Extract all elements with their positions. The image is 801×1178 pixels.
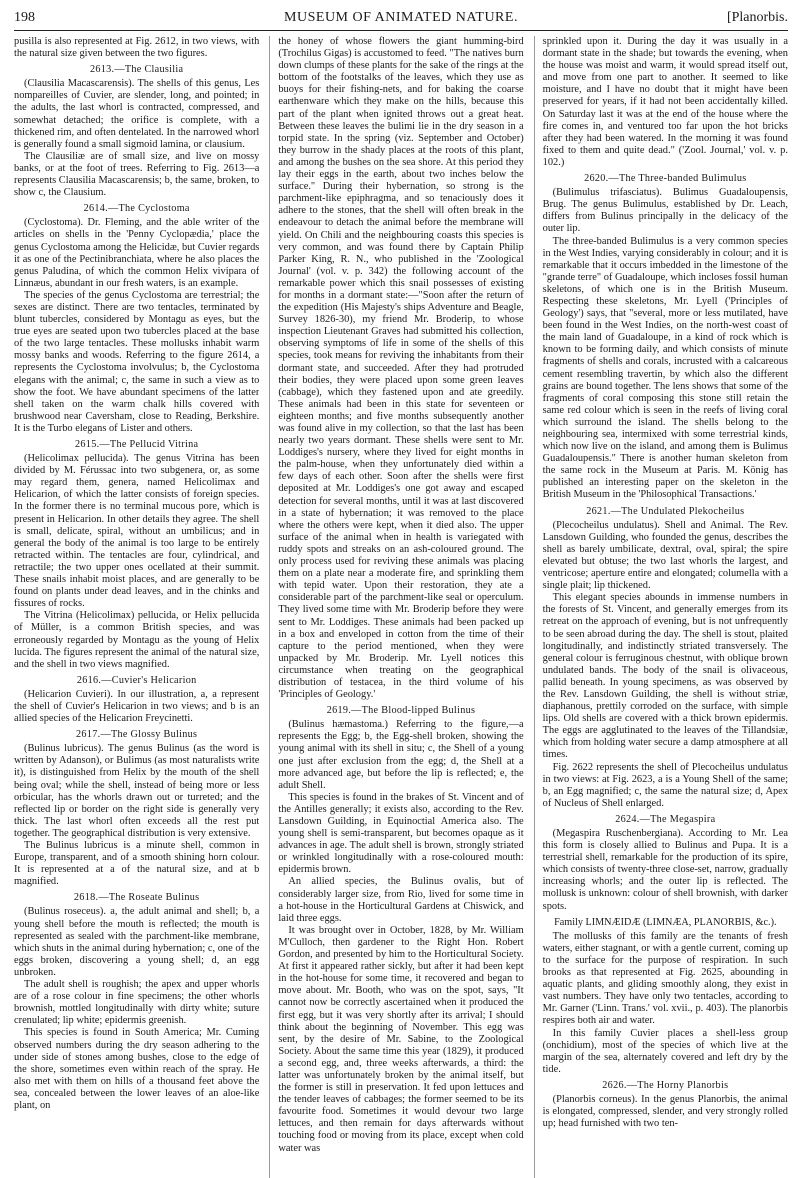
text-columns xyxy=(14,36,788,1178)
section-heading: 2624.—The Megaspira xyxy=(615,813,716,825)
paragraph: (Plecocheilus undulatus). Shell and Animal. The Rev. Lansdown Guilding, who founded the genus, describes the shell as barely umbilicate, dextral, oval, spiral; the spire elevated but obtuse; the two last whorls the largest, and ventricose; aperture entire and elongated; columella with a single plait; lip thickened. xyxy=(542,519,788,592)
paragraph: (Bulimulus trifasciatus). Bulimus Guadaloupensis, Brug. The genus Bulimulus, established by Dr. Leach, differs from Bulinus principally in the delicacy of the outer lip. xyxy=(542,187,788,235)
paragraph: The adult shell is roughish; the apex and upper whorls are of a rose colour in fine specimens; the other whorls brownish, mottled longitudinally with dirty white; suture crenulated; lip white; epidermis greenish. xyxy=(14,979,260,1027)
paragraph: (Cyclostoma). Dr. Fleming, and the able writer of the articles on shells in the 'Penny Cyclopædia,' place the genus Cyclostoma among the Helicidæ, but Cuvier regards it as one of the Pectinibranchiata, where he also places the genus Paludina, of which the common Helix vivipara of Linnæus, abundant in our fresh waters, is an example. xyxy=(14,217,260,289)
paragraph: The three-banded Bulimulus is a very common species in the West Indies, varying considerably in colour; and it is remarkable that it occurs imbedded in the limestone of the "grande terre" of Guadaloupe, which incloses fossil human skeletons, of which one is in the British Museum. Respecting these skeletons, Mr. Lyell ('Principles of Geology') says, that "several, more or less mutilated, have been found in the West Indies, on the north-west coast of the main land of Guadaloupe, in a kind of rock which is known to be forming daily, and which consists of minute fragments of shells and corals, incrusted with a calcareous cement resembling travertin, by which also the different grains are bound together. The lens shows that some of the fragments of coral composing this stone still retain the same red colour which is seen in the reefs of living coral which surround the island. The shells belong to the neighbouring sea, intermixed with some terrestrial kinds, which now live on the island, and among them is Bulimus Guadaloupensis." There is another human skeleton from the same rock in the Museum at Paris. M. König has published an interesting paper on the skeleton in the British Museum in the 'Philosophical Transactions.' xyxy=(542,235,788,501)
paragraph: (Helicolimax pellucida). The genus Vitrina has been divided by M. Férussac into two subgenera, or, as some may regard them, genera, named Helicolimax and Helicarion, of which the latter consists of foreign species. In the former there is no terminal mucous pore, which is present in Helicarion. In other details they agree. The shell is small, delicate, spiral, without an umbilicus; and in general the body of the animal is too large to be entirely retracted within. The tentacles are four, cylindrical, and retractile; the two upper ones ocellated at their summit. These snails inhabit moist places, and are generally to be found on plants under dead leaves, and in the chinks and fissures of rocks. xyxy=(14,453,260,610)
paragraph: The Vitrina (Helicolimax) pellucida, or Helix pellucida of Müller, is a common British species, and was erroneously regarded by Montagu as the young of Helix lucida. The figures represent the animal of the natural size, and the shell in two views magnified. xyxy=(14,610,260,670)
section-heading: 2613.—The Clausilia xyxy=(89,64,184,76)
paragraph: (Clausilia Macascarensis). The shells of this genus, Les nompareilles of Cuvier, are slender, long, and pointed; in the adults, the last whorl is contracted, compressed, and somewhat detached; the orifice is complete, with a thickened rim, and often dentelated. In the narrowed whorl is generally found a small sigmoid lamina, or clausium. xyxy=(14,78,260,150)
section-heading: 2614.—The Cyclostoma xyxy=(83,203,190,215)
paragraph: pusilla is also represented at Fig. 2612, in two views, with the natural size given between the two figures. xyxy=(14,36,260,60)
section-heading: 2618.—The Roseate Bulinus xyxy=(73,892,200,904)
paragraph: (Bulinus hæmastoma.) Referring to the figure,—a represents the Egg; b, the Egg-shell broken, showing the young animal with its shell in situ; c, the Shell of a young one just after exclusion from the egg; d, the Shell at a more advanced age, but before the lip is reflected; e, the adult Shell. xyxy=(278,719,524,791)
paragraph: (Bulinus lubricus). The genus Bulinus (as the word is written by Adanson), or Bulimus (as most naturalists write it), is distinguished from Helix by the mouth of the shell being oval; while the shell, instead of being more or less orbicular, has the whorls drawn out or turreted; and the reflected lip or border on the right side is generally very thick. The last whorl often exceeds all the rest put together. The geographical distribution is very extensive. xyxy=(14,743,260,839)
column-2 xyxy=(269,36,523,1178)
section-heading: 2615.—The Pellucid Vitrina xyxy=(75,439,199,450)
section-heading: 2619.—The Blood-lipped Bulinus xyxy=(326,705,476,717)
paragraph: sprinkled upon it. During the day it was usually in a dormant state in the shade; but towards the evening, when the house was moist and warm, it would spread itself out, and move from one part to another. It seemed to like moisture, and I have no doubt that it might have been preserved for years, if it had not been accidentally killed. On Saturday last it was at the end of the house where the fire comes in, and ventured too far upon the hot bricks after they had been watered. In the morning it was found fixed to them and quite dead." ('Zool. Journal,' vol. v. p. 102.) xyxy=(542,36,788,168)
family-heading: Family LIMNÆIDÆ (LIMNÆA, PLANORBIS, &c.). xyxy=(554,916,777,928)
section-heading: 2620.—The Three-banded Bulimulus xyxy=(584,173,747,185)
paragraph: The Bulinus lubricus is a minute shell, common in Europe, transparent, and of a smooth shining horn colour. It is represented at a of the natural size, and at b magnified. xyxy=(14,840,260,888)
paragraph: (Planorbis corneus). In the genus Planorbis, the animal is elongated, compressed, slender, and very strongly rolled up; head furnished with two ten- xyxy=(542,1093,788,1130)
column-1 xyxy=(14,36,259,1178)
section-label: [Planorbis. xyxy=(726,10,788,25)
paragraph: This elegant species abounds in immense numbers in the forests of St. Vincent, and generally emerges from its retreat on the approach of evening, but is not unfrequently to be seen abroad during the day. The shell is stout, plaited longitudinally, and indistinctly striated transversely. The general colour is ferruginous chestnut, with oblique brown undulated bands. The body of the snail is olivaceous, pallid beneath. In young specimens, as was observed by the Rev. Lansdown Guilding, the shell is without striæ, diaphanous, prettily corroded on the surface, with simple lips. Old shells are covered with a thick brown epidermis. The eggs are agglutinated to the leaves of the Tillandsiæ, which from holding water secure a damp atmosphere at all times. xyxy=(542,592,788,761)
paragraph: The Clausiliæ are of small size, and live on mossy banks, or at the foot of trees. Referring to Fig. 2613—a represents Clausilia Macascarensis; b, the same, broken, to show c, the Clausium. xyxy=(14,150,260,199)
paragraph: (Bulinus roseceus). a, the adult animal and shell; b, a young shell before the mouth is reflected; the mouth is represented as sealed with the parchment-like membrane, which shuts in the animal during hybernation; c, one of the eggs broken, discovering a young shell; d, an egg unbroken. xyxy=(14,906,260,978)
paragraph: An allied species, the Bulinus ovalis, but of considerably larger size, from Rio, lived for some time in a hot-house in the Horticultural Gardens at Chiswick, and laid three eggs. xyxy=(278,876,524,924)
paragraph: The species of the genus Cyclostoma are terrestrial; the sexes are distinct. There are two tentacles, terminated by blunt tubercles, considered by Montagu as eyes, but the true eyes are seated upon two tubercles placed at the base of the two large tentacles. These mollusks inhabit warm mossy banks and woods. Referring to the figure 2614, a represents the Cyclostoma involvulus; b, the Cyclostoma elegans with the animal; c, the same in such a view as to show the foot. We have abundant specimens of the latter shell taken on the warm chalk hills covered with brushwood near Caversham, close to Reading, Berkshire. It is the Turbo elegans of Lister and others. xyxy=(14,289,260,434)
section-heading: 2616.—Cuvier's Helicarion xyxy=(76,674,197,686)
column-3 xyxy=(534,36,788,1178)
section-heading: 2621.—The Undulated Plekocheilus xyxy=(586,505,745,517)
book-page xyxy=(14,0,788,1178)
paragraph: Fig. 2622 represents the shell of Plecocheilus undulatus in two views: at Fig. 2623, a is a Young Shell of the same; b, an Egg magnified; c, the same the natural size; d, Apex of Nucleus of Shell enlarged. xyxy=(542,761,788,809)
page-number: 198 xyxy=(14,10,35,25)
paragraph: the honey of whose flowers the giant humming-bird (Trochilus Gigas) is accustomed to feed. "The natives burn down clumps of these plants for the sake of the rings at the bottom of the footstalks of the leaves, which they use as buoys for their fishing-nets, and for baking the coarse earthenware which they make on the hills, because this part of the plant when ignited throws out a great heat. Between these leaves the bulimi lie in the dry season in a torpid state. In the spring (viz. September and October) they burrow in the shady places at the roots of this plant, and among the bushes on the sea shore. At this period they lay their eggs in the earth, about two inches below the surface." During their hybernation, so strong is the parchment-like epiphragma, and so tenaciously does it adhere to the stones, that the shell will often break in the endeavour to detach the animal before the membrane will yield. On Chili and the neighbouring coasts this species is very common, and was found there by Captain Philip Parker King, R. N., who published in the 'Zoological Journal' (vol. v. p. 342) the following account of the remarkable power which this snail possesses of existing for months in a dormant state:—"Soon after the return of the expedition (His Majesty's ships Adventure and Beagle, Survey 1826-30), my friend Mr. Broderip, to whose inspection Lieutenant Graves had submitted his collection, observing symptoms of life in some of the shells of this species, took means for reviving the inhabitants from their dormant state, and succeeded. After they had protruded their bodies, they were placed upon some green leaves (cabbage), which they fastened upon and ate greedily. These animals had been in this state for seventeen or eighteen months; and five months subsequently another was found alive in my collection, so that the last has been nearly two years dormant. These shells were sent to Mr. Loddiges's nursery, where they lived for eight months in the palm-house, when they unfortunately died within a few days of each other. Soon after the shells were first deposited at Mr. Loddiges's one got away and escaped detection for several months, until it was at last discovered in a state of hybernation; it was removed to the place where the others were kept, when it died also. The upper surface of the animal when in health is variegated with ruddy spots and streaks on an ash-coloured ground. The only process used for reviving these animals was placing them on a plate near a moderate fire, and sprinkling them with tepid water. Upon their restoration, they ate a considerable part of the parchment-like seal or operculum. They lived some time with Mr. Broderip before they were sent to Mr. Loddiges. These animals had been packed up in a box and enveloped in cotton from the time of their capture to the period mentioned, when they were unpacked by Mr. Broderip. Mr. Lyell notices this circumstance when treating on the geographical distribution of testacea, in the third volume of his 'Principles of Geology.' xyxy=(278,36,524,701)
paragraph: The mollusks of this family are the tenants of fresh waters, either stagnant, or with a gentle current, coming up to the surface for the purpose of respiration. In such brooks as that represented at Fig. 2625, abounding in aquatic plants, and gliding smoothly along, they exist in vast numbers. They have only two tentacles, according to Mr. Garner ('Linn. Trans.' vol. xvii., p. 403). The planorbis respires both air and water. xyxy=(542,930,788,1027)
section-heading: 2617.—The Glossy Bulinus xyxy=(76,729,198,741)
paragraph: (Megaspira Ruschenbergiana). According to Mr. Lea this form is closely allied to Bulinus and Pupa. It is a terrestrial shell, remarkable for the production of its spire, which consists of twenty-three close-set, narrow, gradually increasing whorls; and the outer lip is reflected. The mollusk is unknown: colour of shell brownish, with darker spots. xyxy=(542,828,788,912)
running-header xyxy=(14,8,788,31)
paragraph: (Helicarion Cuvieri). In our illustration, a, a represent the shell of Cuvier's Helicarion in two views; and b is an allied species of the Helicarion Freycinetti. xyxy=(14,688,260,725)
running-title: MUSEUM OF ANIMATED NATURE. xyxy=(284,10,518,25)
section-heading: 2626.—The Horny Planorbis xyxy=(602,1079,729,1091)
paragraph: It was brought over in October, 1828, by Mr. William M'Culloch, then gardener to the Right Hon. Robert Gordon, and presented by him to the Horticultural Society. At first it appeared rather sickly, but after it had been kept in the hot-house for some time, it recovered and began to move about. Mr. Booth, who was on the spot, says, "It cannot now be correctly ascertained when it produced the first egg, but it was very shortly after its arrival; I should think about the beginning of November. This egg was sent, by the desire of Mr. Sabine, to the Zoological Society. About the same time this year (1829), it produced a second egg, and, three weeks afterwards, a third: the latter was unfortunately broken by the animal itself, but the former is still in preservation. It fed upon lettuces and the tender leaves of cabbages; the former seemed to be its favourite food. Sometimes it would devour two large lettuces, and then remain for days afterwards without touching food or moving from its place, except when cold water was xyxy=(278,924,524,1154)
paragraph: This species is found in the brakes of St. Vincent and of the Antilles generally; it exists also, according to the Rev. Lansdown Guilding, in Equinoctial America also. The young shell is semi-transparent, but becomes opaque as it advances in age. The adult shell is brown, strongly striated or wrinkled longitudinally with a rose-coloured mouth: epidermis brown. xyxy=(278,791,524,876)
paragraph: This species is found in South America; Mr. Cuming observed numbers during the dry season adhering to the under side of stones among bushes, close to the edge of the shore, sometimes even within reach of the spray. He also met with them on hills of a thousand feet above the sea, concealed between the lower leaves of an aloe-like plant, on xyxy=(14,1027,260,1111)
paragraph: In this family Cuvier places a shell-less group (onchidium), most of the species of which live at the margin of the sea, alternately covered and left dry by the tide. xyxy=(542,1027,788,1075)
